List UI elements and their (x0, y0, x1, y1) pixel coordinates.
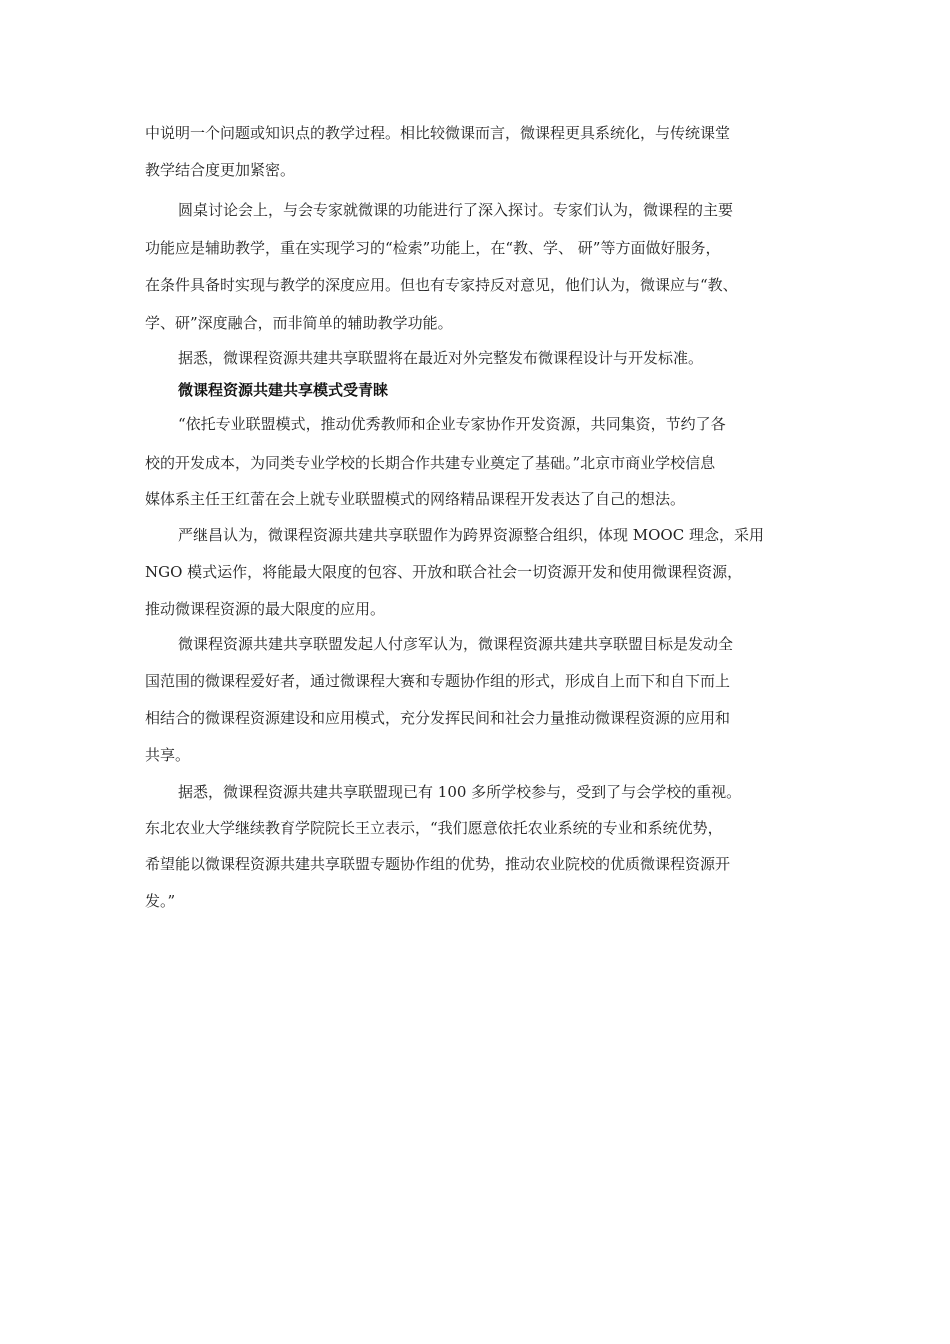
paragraph-first-line: 严继昌认为，微课程资源共建共享联盟作为跨界资源整合组织，体现 MOOC 理念，采用 (178, 526, 764, 544)
body-line: 功能应是辅助教学，重在实现学习的“检索”功能上，在“教、学、 研”等方面做好服务， (145, 239, 721, 257)
body-line: 教学结合度更加紧密。 (145, 161, 296, 179)
body-line: 发。” (145, 892, 176, 910)
body-line: 国范围的微课程爱好者，通过微课程大赛和专题协作组的形式，形成自上而下和自下而上 (145, 672, 731, 690)
paragraph-first-line: 微课程资源共建共享联盟发起人付彦军认为，微课程资源共建共享联盟目标是发动全 (178, 635, 734, 653)
body-line: 东北农业大学继续教育学院院长王立表示，“我们愿意依托农业系统的专业和系统优势， (145, 819, 723, 837)
body-line: 媒体系主任王红蕾在会上就专业联盟模式的网络精品课程开发表达了自己的想法。 (145, 490, 686, 508)
section-heading: 微课程资源共建共享模式受青睐 (178, 381, 389, 399)
body-line: 相结合的微课程资源建设和应用模式，充分发挥民间和社会力量推动微课程资源的应用和 (145, 709, 731, 727)
body-line: 推动微课程资源的最大限度的应用。 (145, 600, 386, 618)
paragraph-first-line: “依托专业联盟模式，推动优秀教师和企业专家协作开发资源，共同集资，节约了各 (178, 415, 726, 433)
paragraph-first-line: 圆桌讨论会上，与会专家就微课的功能进行了深入探讨。专家们认为，微课程的主要 (178, 201, 734, 219)
body-line: 共享。 (145, 746, 191, 764)
paragraph-first-line: 据悉，微课程资源共建共享联盟现已有 100 多所学校参与，受到了与会学校的重视。 (178, 783, 742, 801)
body-line: 校的开发成本，为同类专业学校的长期合作共建专业奠定了基础。”北京市商业学校信息 (145, 454, 716, 472)
body-line: 学、研”深度融合，而非简单的辅助教学功能。 (145, 314, 453, 332)
body-line: 中说明一个问题或知识点的教学过程。相比较微课而言，微课程更具系统化，与传统课堂 (145, 124, 731, 142)
body-line: 在条件具备时实现与教学的深度应用。但也有专家持反对意见，他们认为，微课应与“教、 (145, 276, 738, 294)
body-line: NGO 模式运作，将能最大限度的包容、开放和联合社会一切资源开发和使用微课程资源， (145, 563, 743, 581)
paragraph-first-line: 据悉，微课程资源共建共享联盟将在最近对外完整发布微课程设计与开发标准。 (178, 349, 704, 367)
body-line: 希望能以微课程资源共建共享联盟专题协作组的优势，推动农业院校的优质微课程资源开 (145, 855, 731, 873)
